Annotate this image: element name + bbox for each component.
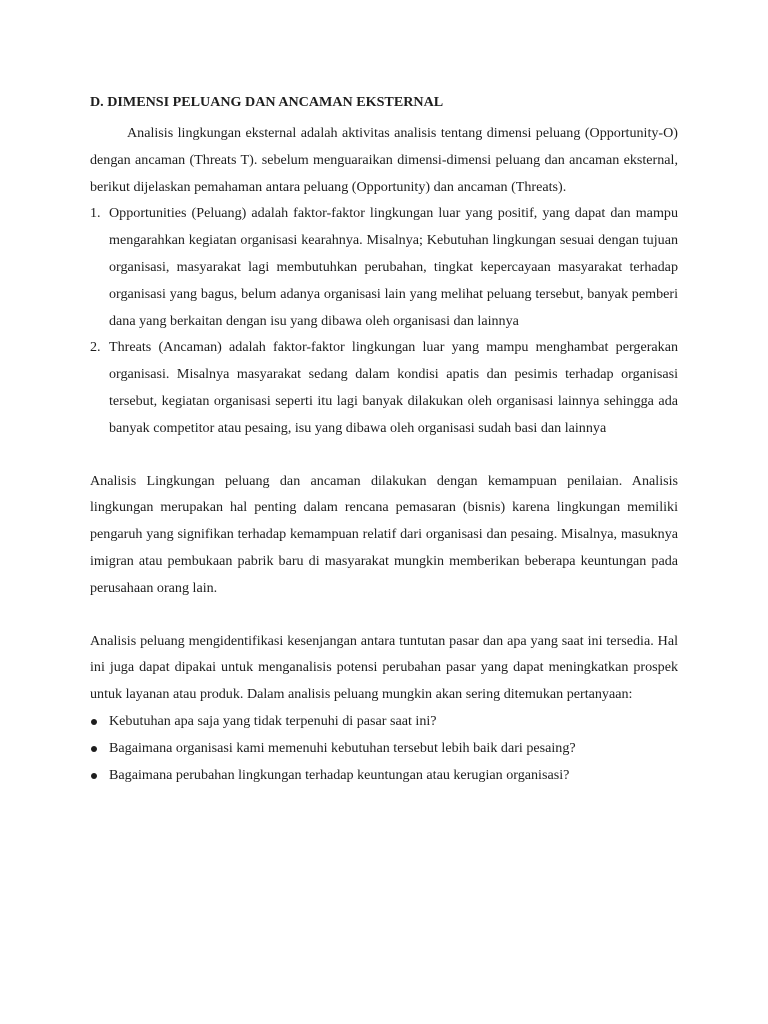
bullet-icon [91,719,97,725]
bullet-text: Bagaimana perubahan lingkungan terhadap keuntungan atau kerugian organisasi? [109,766,570,783]
bullet-item [90,735,678,762]
intro-paragraph: Analisis lingkungan eksternal adalah aktivitas analisis tentang dimensi peluang (Opportunity-O) dengan ancaman (Threats T). sebelum menguaraikan dimensi-dimensi peluang dan ancaman eksternal, berikut dijelaskan pemahaman antara peluang (Opportunity) dan ancaman (Threats). [90,125,678,195]
body-paragraph: Analisis peluang mengidentifikasi kesenjangan antara tuntutan pasar dan apa yang saat ini tersedia. Hal ini juga dapat dipakai untuk menganalisis potensi perubahan pasar yang dapat meningkatkan prospek untuk layanan atau produk. Dalam analisis peluang mungkin akan sering ditemukan pertanyaan: [90,632,678,703]
bullet-icon [91,746,97,752]
list-item [90,334,678,441]
body-paragraph: Analisis Lingkungan peluang dan ancaman dilakukan dengan kemampuan penilaian. Analisis lingkungan merupakan hal penting dalam rencana pemasaran (bisnis) karena lingkungan memiliki pengaruh yang signifikan terhadap kemampuan relatif dari organisasi dan pesaing. Misalnya, masuknya imigran atau pembukaan pabrik baru di masyarakat mungkin memberikan beberapa keuntungan pada perusahaan orang lain. [90,472,678,596]
bullet-list [90,708,678,788]
bullet-text: Kebutuhan apa saja yang tidak terpenuhi di pasar saat ini? [109,712,437,729]
numbered-list [90,200,678,441]
spacer [90,442,678,468]
bullet-item [90,708,678,735]
bullet-item [90,762,678,789]
document-page [90,89,678,788]
spacer [90,602,678,628]
bullet-icon [91,773,97,779]
list-item [90,200,678,334]
list-item-text: Opportunities (Peluang) adalah faktor-faktor lingkungan luar yang positif, yang dapat dan mampu mengarahkan kegiatan organisasi kearahnya. Misalnya; Kebutuhan lingkungan sesuai dengan tujuan organisasi, masyarakat lagi membutuhkan perubahan, tingkat kepercayaan masyarakat terhadap organisasi yang bagus, belum adanya organisasi lain yang melihat peluang tersebut, banyak pemberi dana yang berkaitan dengan isu yang dibawa oleh organisasi dan lainnya [109,205,678,329]
list-item-number: 1. [90,205,101,222]
list-item-text: Threats (Ancaman) adalah faktor-faktor lingkungan luar yang mampu menghambat pergerakan organisasi. Misalnya masyarakat sedang dalam kondisi apatis dan pesimis terhadap organisasi tersebut, kegiatan organisasi seperti itu lagi banyak dilakukan oleh organisasi lainnya sehingga ada banyak competitor atau pesaing, isu yang dibawa oleh organisasi sudah basi dan lainnya [109,339,678,436]
list-item-number: 2. [90,339,101,356]
bullet-text: Bagaimana organisasi kami memenuhi kebutuhan tersebut lebih baik dari pesaing? [109,739,576,756]
section-heading: D. DIMENSI PELUANG DAN ANCAMAN EKSTERNAL [90,94,444,110]
